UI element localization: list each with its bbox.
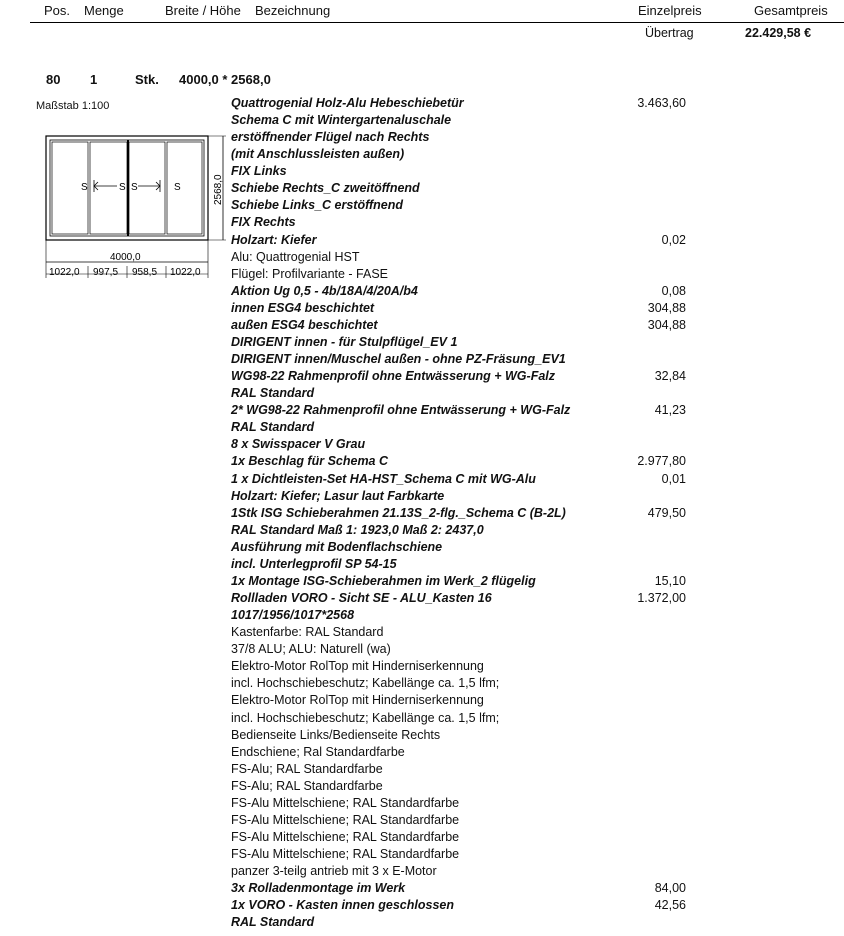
- col-header-einzelpreis: Einzelpreis: [638, 3, 702, 18]
- description-line: [0, 402, 844, 419]
- description-text: FS-Alu Mittelschiene; RAL Standardfarbe: [231, 795, 460, 810]
- description-line: [0, 897, 844, 914]
- description-text: 1Stk ISG Schieberahmen 21.13S_2-flg._Schema C (B-2L): [231, 505, 566, 520]
- unit-price: 0,02: [661, 232, 686, 247]
- description-text: 1x Beschlag für Schema C: [231, 454, 389, 469]
- description-line: [0, 795, 844, 812]
- description-text: Alu: Quattrogenial HST: [231, 249, 360, 264]
- description-line: [0, 573, 844, 590]
- description-text: (mit Anschlussleisten außen): [231, 147, 405, 162]
- description-line: [0, 146, 844, 163]
- position-quantity: 1: [90, 72, 98, 87]
- unit-price: 3.463,60: [637, 96, 686, 110]
- col-header-bezeichnung: Bezeichnung: [255, 3, 331, 18]
- description-line: [0, 761, 844, 778]
- description-line: [0, 880, 844, 897]
- description-line: [0, 607, 844, 624]
- description-text: FIX Links: [231, 164, 287, 179]
- description-line: [0, 692, 844, 709]
- description-line: [0, 283, 844, 300]
- description-text: FS-Alu Mittelschiene; RAL Standardfarbe: [231, 812, 460, 827]
- description-text: WG98-22 Rahmenprofil ohne Entwässerung + WG-Falz: [231, 369, 556, 384]
- description-text: 1x Montage ISG-Schieberahmen im Werk_2 flügelig: [231, 573, 536, 588]
- description-text: Schiebe Links_C erstöffnend: [231, 198, 404, 213]
- description-line: [0, 300, 844, 317]
- sash-label: S: [119, 182, 126, 193]
- sash-label: S: [174, 182, 181, 193]
- description-line: [0, 744, 844, 761]
- description-line: [0, 249, 844, 266]
- description-line: [0, 658, 844, 675]
- description-line: [0, 710, 844, 727]
- segment-dimension: 997,5: [93, 267, 119, 278]
- col-header-breite-hoehe: Breite / Höhe: [165, 3, 241, 18]
- description-text: 1 x Dichtleisten-Set HA-HST_Schema C mit WG-Alu: [231, 471, 536, 486]
- description-text: Holzart: Kiefer; Lasur laut Farbkarte: [231, 488, 445, 503]
- description-text: FIX Rechts: [231, 215, 296, 230]
- position-unit: Stk.: [135, 72, 159, 87]
- description-text: incl. Hochschiebeschutz; Kabellänge ca. 1,5 lfm;: [231, 710, 500, 725]
- description-text: RAL Standard Maß 1: 1923,0 Maß 2: 2437,0: [231, 522, 484, 537]
- description-line: [0, 163, 844, 180]
- description-line: [0, 846, 844, 863]
- description-text: FS-Alu; RAL Standardfarbe: [231, 778, 383, 793]
- description-text: FS-Alu; RAL Standardfarbe: [231, 761, 383, 776]
- description-text: RAL Standard: [231, 915, 315, 930]
- unit-price: 1.372,00: [637, 591, 686, 606]
- description-text: außen ESG4 beschichtet: [231, 317, 378, 332]
- unit-price: 479,50: [647, 505, 686, 520]
- description-text: Schiebe Rechts_C zweitöffnend: [231, 181, 420, 196]
- description-text: Elektro-Motor RolTop mit Hinderniserkennung: [231, 659, 484, 674]
- description-line: [0, 266, 844, 283]
- description-text: Aktion Ug 0,5 - 4b/18A/4/20A/b4: [231, 283, 418, 298]
- unit-price: 0,01: [661, 471, 686, 486]
- description-line: [0, 675, 844, 692]
- position-number: 80: [46, 72, 61, 87]
- description-line: [0, 590, 844, 607]
- width-dimension: 4000,0: [110, 252, 141, 263]
- description-text: incl. Unterlegprofil SP 54-15: [231, 556, 397, 571]
- sash-label: S: [131, 182, 138, 193]
- description-line: [0, 419, 844, 436]
- description-text: Rollladen VORO - Sicht SE - ALU_Kasten 16: [231, 591, 492, 606]
- description-text: 3x Rolladenmontage im Werk: [231, 881, 406, 896]
- description-line: [0, 488, 844, 505]
- uebertrag-label: Übertrag: [645, 26, 694, 40]
- unit-price: 0,08: [661, 283, 686, 298]
- col-header-gesamtpreis: Gesamtpreis: [754, 3, 828, 18]
- col-header-pos: Pos.: [44, 3, 71, 18]
- description-text: 1017/1956/1017*2568: [231, 608, 355, 623]
- description-line: [0, 112, 844, 129]
- description-line: [0, 812, 844, 829]
- description-line: [0, 624, 844, 641]
- description-line: [0, 522, 844, 539]
- description-text: DIRIGENT innen - für Stulpflügel_EV 1: [231, 334, 458, 349]
- segment-dimension: 958,5: [132, 267, 158, 278]
- unit-price: 42,56: [654, 898, 686, 913]
- description-text: erstöffnender Flügel nach Rechts: [231, 130, 430, 145]
- description-line: [0, 197, 844, 214]
- height-dimension: 2568,0: [213, 174, 224, 205]
- uebertrag-value: 22.429,58 €: [745, 26, 812, 40]
- description-line: [0, 351, 844, 368]
- col-header-menge: Menge: [84, 3, 124, 18]
- sash-label: S: [81, 182, 88, 193]
- scale-label: Maßstab 1:100: [36, 100, 110, 112]
- description-text: FS-Alu Mittelschiene; RAL Standardfarbe: [231, 830, 460, 844]
- description-text: Kastenfarbe: RAL Standard: [231, 625, 384, 640]
- description-text: RAL Standard: [231, 386, 315, 401]
- unit-price: 32,84: [654, 369, 686, 384]
- segment-dimension: 1022,0: [49, 267, 80, 278]
- description-text: RAL Standard: [231, 420, 315, 435]
- description-line: [0, 334, 844, 351]
- description-line: [0, 214, 844, 231]
- description-line: [0, 368, 844, 385]
- unit-price: 2.977,80: [637, 454, 686, 469]
- description-line: [0, 471, 844, 488]
- description-line: [0, 505, 844, 522]
- description-line: [0, 914, 844, 931]
- description-text: panzer 3-teilg antrieb mit 3 x E-Motor: [231, 864, 437, 879]
- description-line: [0, 727, 844, 744]
- description-text: 1x VORO - Kasten innen geschlossen: [231, 898, 454, 913]
- description-line: [0, 385, 844, 402]
- description-text: Holzart: Kiefer: [231, 232, 317, 247]
- description-text: 37/8 ALU; ALU: Naturell (wa): [231, 642, 391, 657]
- description-line: [0, 453, 844, 470]
- description-text: Quattrogenial Holz-Alu Hebeschiebetür: [231, 96, 464, 110]
- segment-dimension: 1022,0: [170, 267, 201, 278]
- unit-price: 304,88: [647, 317, 686, 332]
- description-line: [0, 129, 844, 146]
- description-line: [0, 95, 844, 112]
- description-text: Schema C mit Wintergartenaluschale: [231, 113, 452, 128]
- description-text: 8 x Swisspacer V Grau: [231, 437, 366, 452]
- unit-price: 41,23: [654, 403, 686, 418]
- description-line: [0, 436, 844, 453]
- description-line: [0, 556, 844, 573]
- description-line: [0, 829, 844, 846]
- description-text: Endschiene; Ral Standardfarbe: [231, 744, 405, 759]
- description-line: [0, 232, 844, 249]
- description-text: Bedienseite Links/Bedienseite Rechts: [231, 727, 441, 742]
- description-text: incl. Hochschiebeschutz; Kabellänge ca. 1,5 lfm;: [231, 676, 500, 691]
- position-dimensions: 4000,0 * 2568,0: [179, 72, 271, 87]
- description-line: [0, 180, 844, 197]
- description-line: [0, 641, 844, 658]
- unit-price: 84,00: [654, 881, 686, 896]
- description-line: [0, 863, 844, 880]
- unit-price: 15,10: [654, 573, 686, 588]
- description-text: Flügel: Profilvariante - FASE: [231, 266, 389, 281]
- description-text: Elektro-Motor RolTop mit Hinderniserkennung: [231, 693, 484, 708]
- description-line: [0, 778, 844, 795]
- description-text: innen ESG4 beschichtet: [231, 300, 375, 315]
- unit-price: 304,88: [647, 300, 686, 315]
- description-line: [0, 317, 844, 334]
- description-line: [0, 539, 844, 556]
- description-text: DIRIGENT innen/Muschel außen - ohne PZ-Fräsung_EV1: [231, 352, 566, 367]
- description-text: 2* WG98-22 Rahmenprofil ohne Entwässerung + WG-Falz: [231, 403, 571, 418]
- description-text: FS-Alu Mittelschiene; RAL Standardfarbe: [231, 847, 460, 862]
- description-text: Ausführung mit Bodenflachschiene: [231, 539, 443, 554]
